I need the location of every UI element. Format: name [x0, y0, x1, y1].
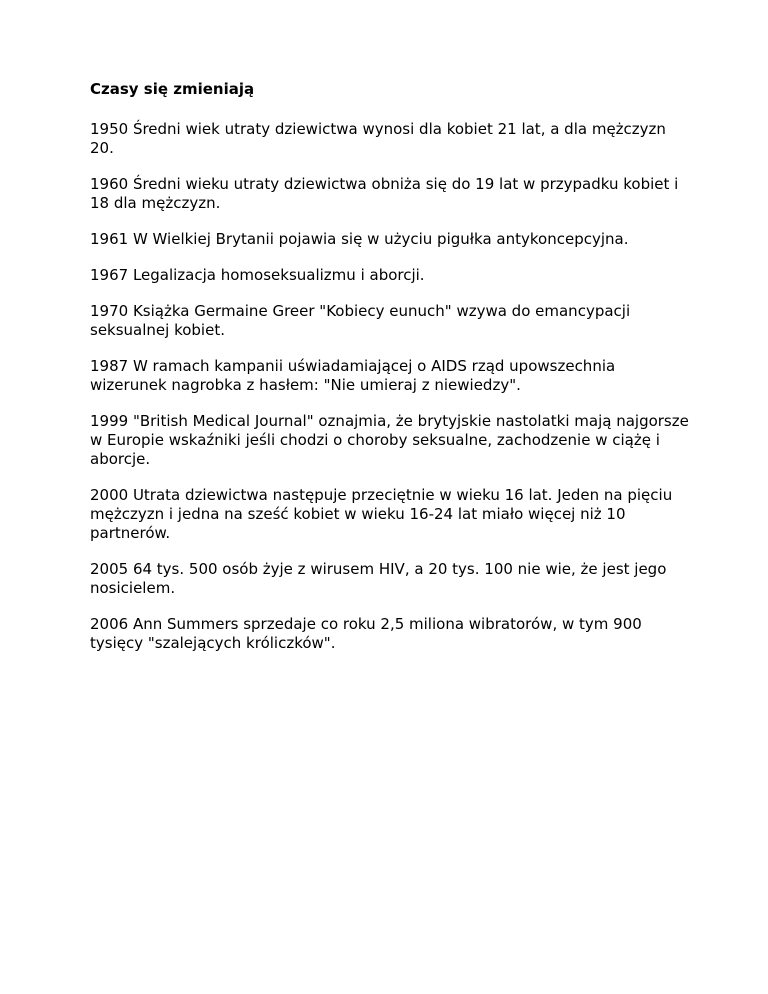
paragraph-1950: 1950 Średni wiek utraty dziewictwa wynosi dla kobiet 21 lat, a dla mężczyzn 20.: [90, 120, 666, 157]
paragraph-1987: 1987 W ramach kampanii uświadamiającej o AIDS rząd upowszechnia wizerunek nagrobka z hasłem: "Nie umieraj z niewiedzy".: [90, 357, 616, 394]
paragraph-1970: 1970 Książka Germaine Greer "Kobiecy eunuch" wzywa do emancypacji seksualnej kobiet.: [90, 302, 631, 339]
paragraph-2005: 2005 64 tys. 500 osób żyje z wirusem HIV, a 20 tys. 100 nie wie, że jest jego nosicielem.: [90, 560, 667, 597]
paragraph-1960: 1960 Średni wieku utraty dziewictwa obniża się do 19 lat w przypadku kobiet i 18 dla mężczyzn.: [90, 175, 679, 212]
paragraph-2000: 2000 Utrata dziewictwa następuje przeciętnie w wieku 16 lat. Jeden na pięciu mężczyzn i jedna na sześć kobiet w wieku 16-24 lat miało więcej niż 10 partnerów.: [90, 486, 673, 542]
document-title: Czasy się zmieniają: [90, 80, 255, 98]
document-page: [90, 80, 690, 670]
paragraph-1961: 1961 W Wielkiej Brytanii pojawia się w użyciu pigułka antykoncepcyjna.: [90, 230, 629, 248]
paragraph-1967: 1967 Legalizacja homoseksualizmu i aborcji.: [90, 266, 425, 284]
paragraph-2006: 2006 Ann Summers sprzedaje co roku 2,5 miliona wibratorów, w tym 900 tysięcy "szalejących króliczków".: [90, 615, 642, 652]
paragraph-1999: 1999 "British Medical Journal" oznajmia, że brytyjskie nastolatki mają najgorsze w Europie wskaźniki jeśli chodzi o choroby seksualne, zachodzenie w ciążę i aborcje.: [90, 412, 689, 468]
